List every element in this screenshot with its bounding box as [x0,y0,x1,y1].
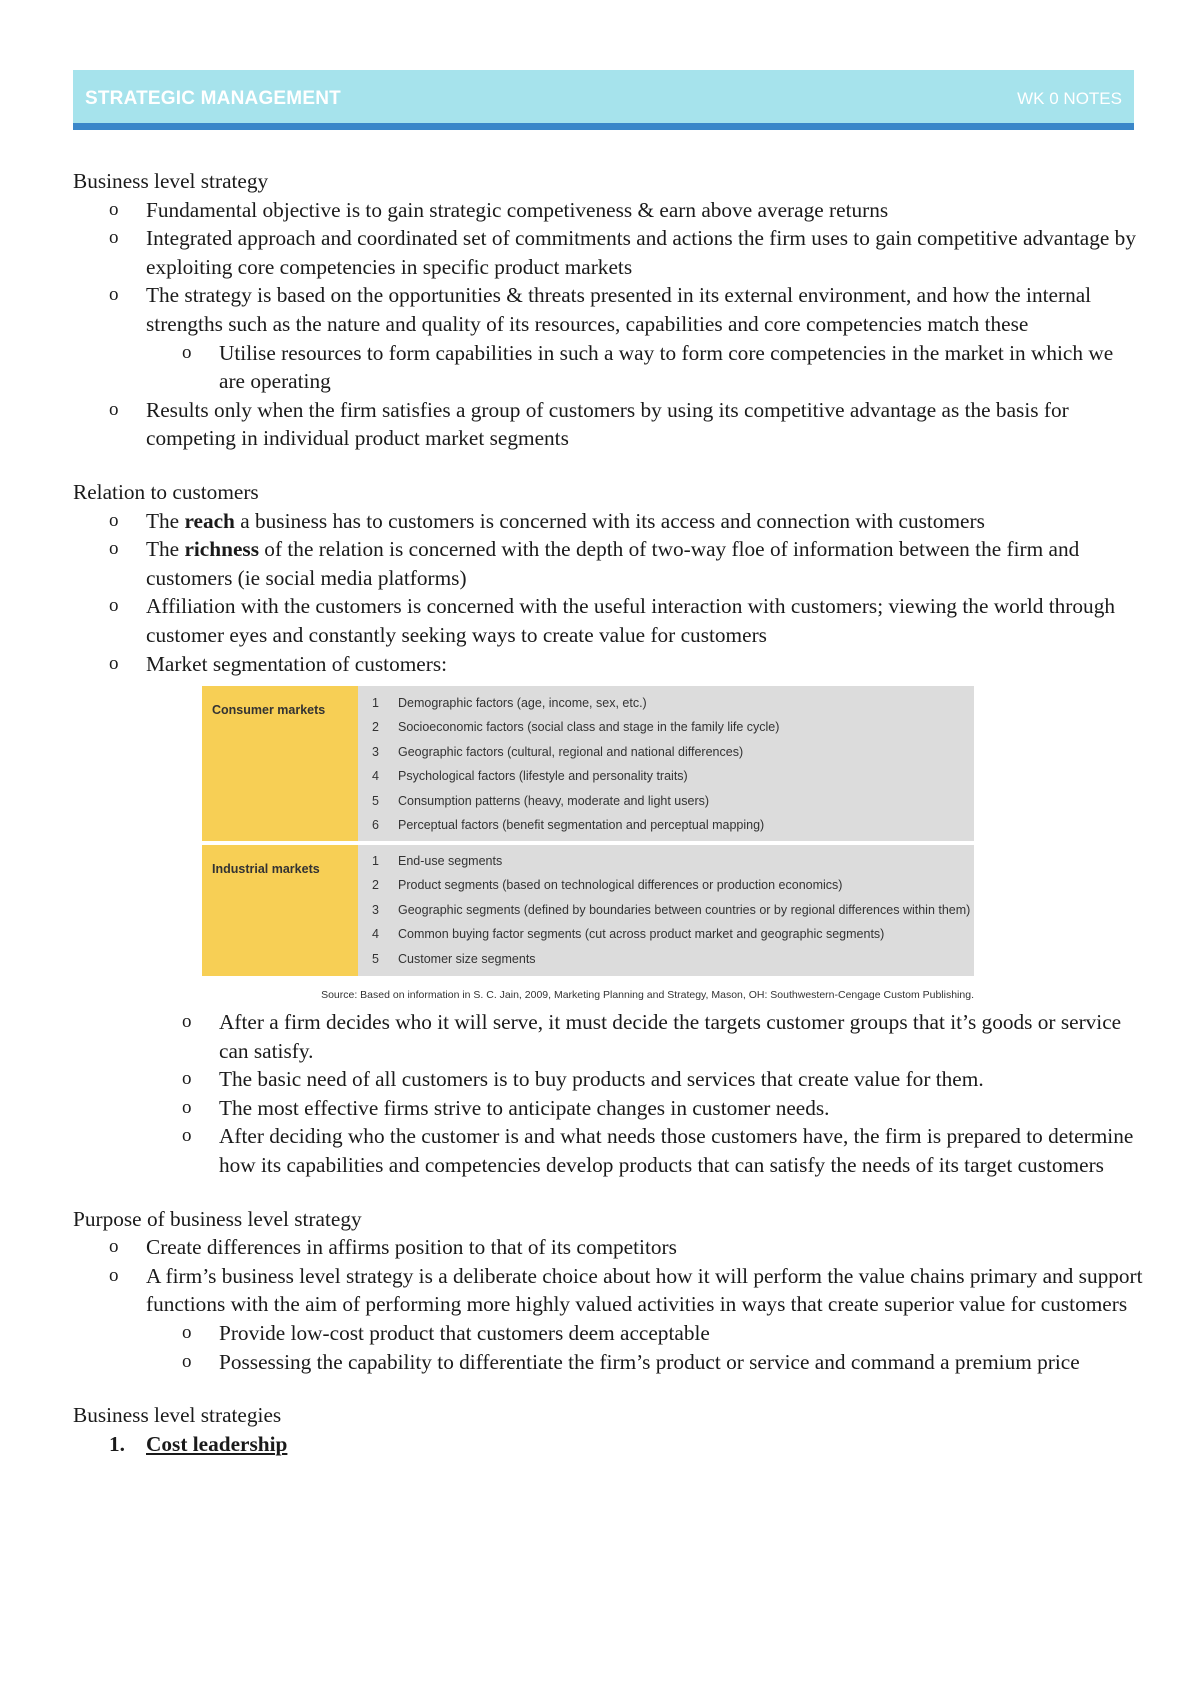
list-item: o A firm’s business level strategy is a deliberate choice about how it will perform the value chains primary and support functions with the aim of performing more highly valued activities in ways that create superior value for customers o Provide low-cost product that customers deem acceptable o Possessing the capability to differentiate the firm’s product or service and command a premium price [73,1262,1143,1376]
industrial-markets-label: Industrial markets [202,845,358,976]
section-heading-relation-to-customers: Relation to customers [73,479,259,504]
bullet-icon: o [182,341,192,363]
bullet-icon: o [182,1011,192,1033]
list-item [73,1430,1143,1459]
table-row: 4 Psychological factors (lifestyle and personality traits) [372,769,688,784]
section-heading-purpose: Purpose of business level strategy [73,1206,362,1231]
bullet-icon: o [109,1264,119,1286]
section-heading-business-level-strategies: Business level strategies [73,1403,282,1428]
list-number: 1. [109,1431,125,1456]
bullet-icon: o [109,595,119,617]
list-item: o The richness of the relation is concerned with the depth of two-way floe of information between the firm and customers (ie social media platforms) [109,537,1080,590]
list-item: o Affiliation with the customers is concerned with the useful interaction with customers; viewing the world through customer eyes and constantly seeking ways to create value for customers [109,594,1115,647]
sub-bullet-list [73,1008,1143,1180]
page-header [73,70,1134,130]
list-item: o After a firm decides who it will serve, it must decide the targets customer groups that it’s goods or service can satisfy. [182,1010,1122,1063]
consumer-markets-block [202,686,974,841]
bullet-icon: o [109,398,119,420]
header-week-label: WK 0 NOTES [1017,89,1122,108]
header-title: STRATEGIC MANAGEMENT [85,88,341,109]
bullet-icon: o [182,1322,192,1344]
bullet-icon: o [109,538,119,560]
bullet-icon: o [109,227,119,249]
figure-source-caption: Source: Based on information in S. C. Jain, 2009, Marketing Planning and Strategy, Mason, OH: Southwestern-Cengage Custom Publishing. [321,989,974,1002]
list-item: o Create differences in affirms position to that of its competitors [73,1233,1143,1262]
bullet-icon: o [182,1068,192,1090]
numbered-list [73,1430,1143,1459]
list-item: o The most effective firms strive to anticipate changes in customer needs. [73,1094,1143,1123]
bullet-icon: o [182,1350,192,1372]
table-row: 2 Product segments (based on technological differences or production economics) [372,878,843,893]
list-item: o Integrated approach and coordinated set of commitments and actions the firm uses to gain competitive advantage by exploiting core competencies in specific product markets [109,226,1136,279]
bullet-list [73,507,1143,679]
industrial-markets-block [202,845,974,976]
table-row: 1 Demographic factors (age, income, sex, etc.) [372,696,647,711]
table-row: 3 Geographic segments (defined by boundaries between countries or by regional differences within them) [372,902,971,917]
sub-bullet-list [146,339,1143,396]
table-row: 2 Socioeconomic factors (social class and stage in the family life cycle) [372,720,780,735]
cost-leadership-heading: Cost leadership [146,1431,288,1456]
table-row: 1 End-use segments [372,854,503,869]
bullet-icon: o [109,509,119,531]
bullet-icon: o [182,1125,192,1147]
sub-bullet-list [146,1319,1143,1376]
bullet-list [73,196,1143,453]
market-segmentation-figure [202,686,974,1002]
list-item: o The reach a business has to customers is concerned with its access and connection with customers [73,507,1143,536]
list-item: o The basic need of all customers is to buy products and services that create value for them. [73,1065,1143,1094]
table-row: 3 Geographic factors (cultural, regional and national differences) [372,744,744,759]
term-richness: richness [184,537,259,562]
table-row: 5 Customer size segments [372,951,536,966]
industrial-markets-rows [362,845,974,980]
bullet-list [73,1233,1143,1376]
consumer-markets-label: Consumer markets [202,686,358,841]
section-heading-business-level-strategy: Business level strategy [73,169,269,193]
bullet-icon: o [182,1096,192,1118]
list-item: o Utilise resources to form capabilities in such a way to form core competencies in the market in which we are operating [182,340,1114,394]
list-item: o Market segmentation of customers: [73,650,1143,679]
table-row: 6 Perceptual factors (benefit segmentation and perceptual mapping) [372,818,765,833]
list-item: o Fundamental objective is to gain strategic competiveness & earn above average returns [73,196,1143,225]
term-reach: reach [184,508,235,533]
document-body [73,167,1143,1458]
bullet-icon: o [109,284,119,306]
table-row: 5 Consumption patterns (heavy, moderate and light users) [372,793,710,808]
bullet-icon: o [109,198,119,220]
bullet-icon: o [109,652,119,674]
list-item: o Results only when the firm satisfies a group of customers by using its competitive advantage as the basis for competing in individual product market segments [109,397,1069,451]
list-item: o Provide low-cost product that customers deem acceptable [146,1319,1143,1348]
list-item: o The strategy is based on the opportunities & threats presented in its external environment, and how the internal strengths such as the nature and quality of its resources, capabilities and core competencies match these o Utilise resources to form capabilities in such a way to form core competencies in the market in which we are operating [73,281,1143,395]
consumer-markets-rows [362,686,974,846]
table-row: 4 Common buying factor segments (cut across product market and geographic segments) [372,927,885,942]
list-item: o After deciding who the customer is and what needs those customers have, the firm is prepared to determine how its capabilities and competencies develop products that can satisfy the needs of its target customers [182,1124,1134,1178]
list-item: o Possessing the capability to differentiate the firm’s product or service and command a premium price [146,1348,1143,1377]
bullet-icon: o [109,1236,119,1258]
